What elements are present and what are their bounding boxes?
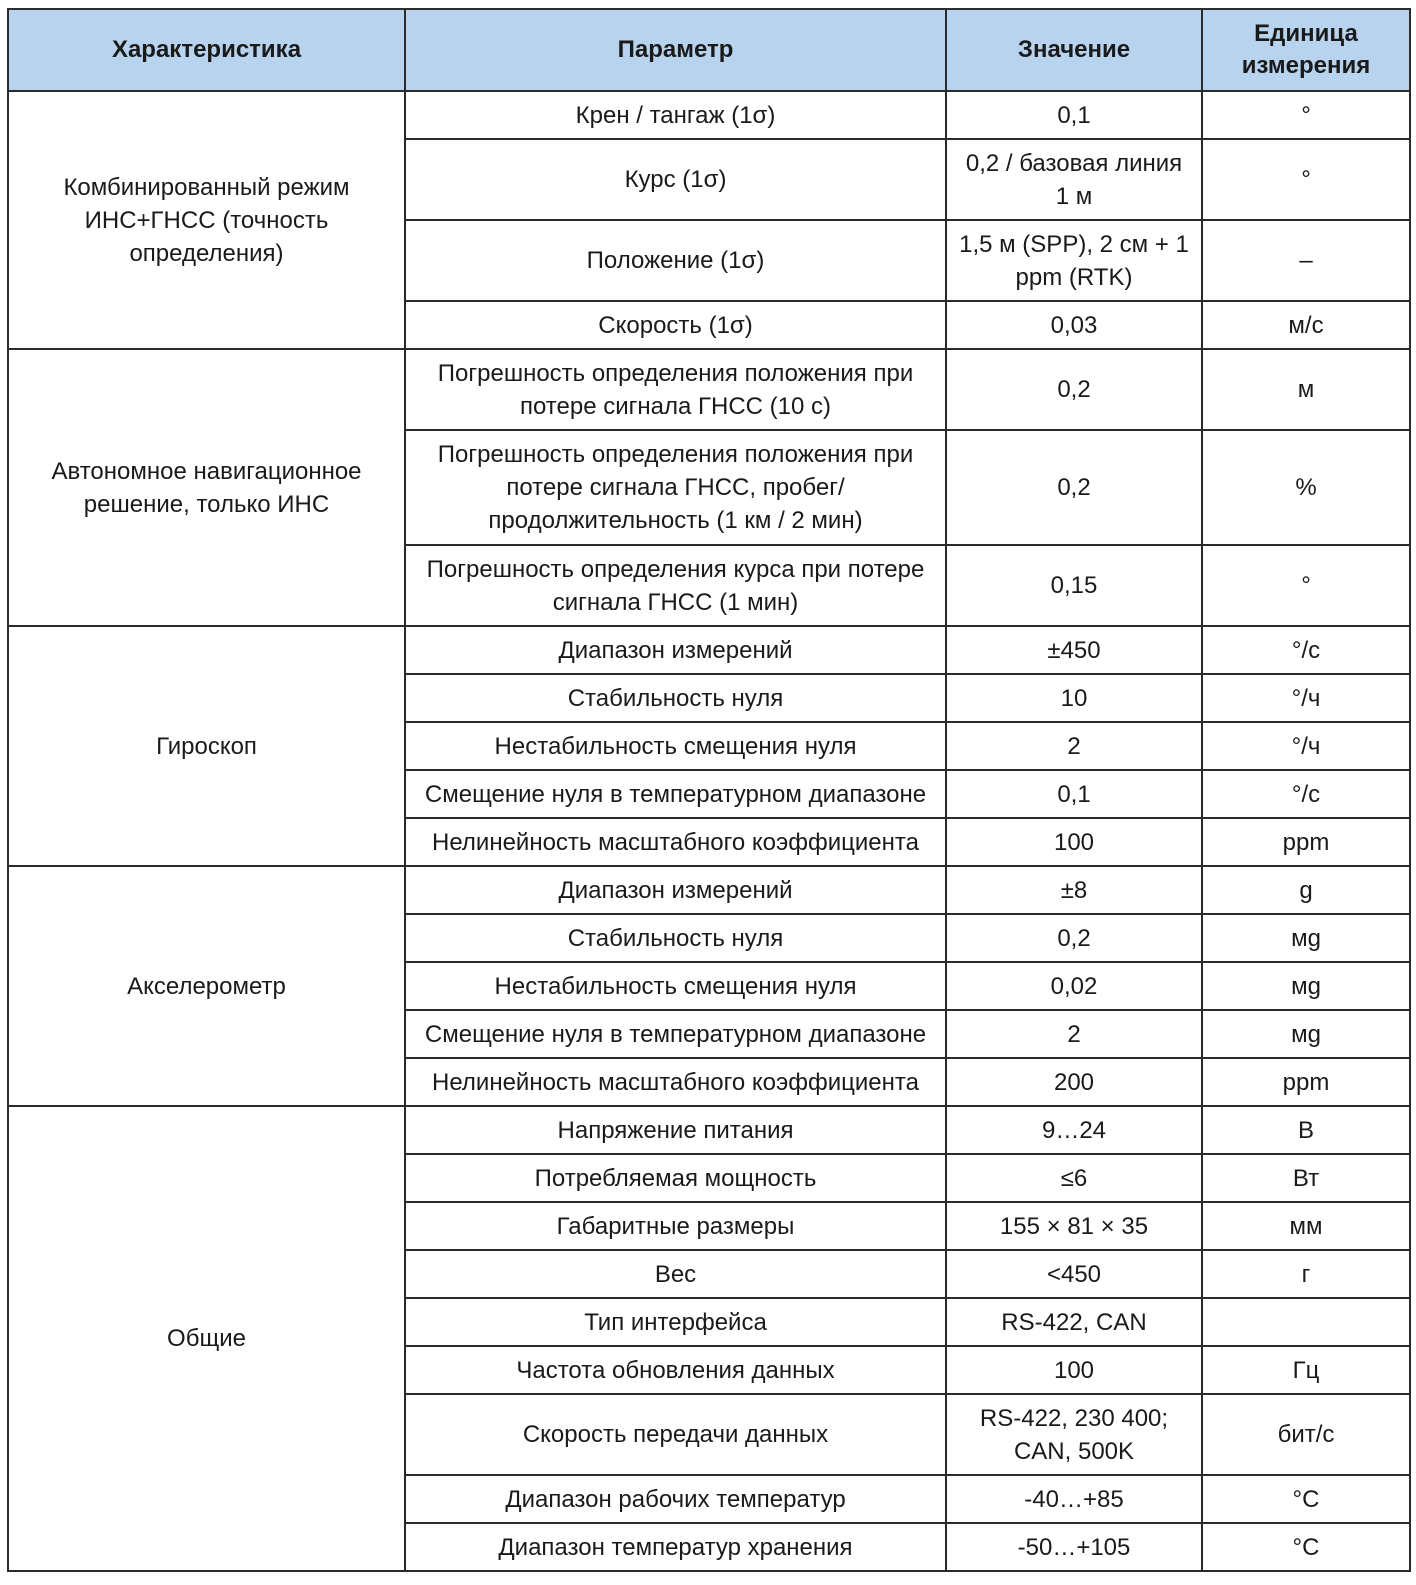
table-row	[8, 866, 1410, 914]
group-name: Общие	[8, 1106, 405, 1571]
unit-cell: м/с	[1202, 301, 1410, 349]
value-cell: 0,2	[946, 349, 1202, 430]
unit-cell: мg	[1202, 1010, 1410, 1058]
unit-cell: g	[1202, 866, 1410, 914]
unit-cell: °/с	[1202, 770, 1410, 818]
unit-cell: °C	[1202, 1523, 1410, 1571]
value-cell: -50…+105	[946, 1523, 1202, 1571]
param-cell: Диапазон температур хранения	[405, 1523, 946, 1571]
table-header	[8, 9, 1410, 91]
table-row	[8, 349, 1410, 430]
value-cell: 9…24	[946, 1106, 1202, 1154]
param-cell: Нелинейность масштабного коэффициента	[405, 1058, 946, 1106]
param-cell: Стабильность нуля	[405, 674, 946, 722]
unit-cell: ppm	[1202, 1058, 1410, 1106]
table-row	[8, 626, 1410, 674]
value-cell: 155 × 81 × 35	[946, 1202, 1202, 1250]
param-cell: Напряжение питания	[405, 1106, 946, 1154]
unit-cell: Вт	[1202, 1154, 1410, 1202]
value-cell: 0,15	[946, 545, 1202, 626]
value-cell: 0,2	[946, 430, 1202, 545]
value-cell: 2	[946, 722, 1202, 770]
unit-cell	[1202, 1298, 1410, 1346]
header-unit: Единица измерения	[1202, 9, 1410, 91]
header-value: Значение	[946, 9, 1202, 91]
unit-cell: °	[1202, 545, 1410, 626]
unit-cell: мg	[1202, 962, 1410, 1010]
param-cell: Скорость передачи данных	[405, 1394, 946, 1475]
value-cell: 0,03	[946, 301, 1202, 349]
value-cell: 100	[946, 1346, 1202, 1394]
value-cell: 1,5 м (SPP), 2 см + 1 ppm (RTK)	[946, 220, 1202, 301]
param-cell: Диапазон измерений	[405, 626, 946, 674]
header-parameter: Параметр	[405, 9, 946, 91]
unit-cell: –	[1202, 220, 1410, 301]
param-cell: Нелинейность масштабного коэффициента	[405, 818, 946, 866]
param-cell: Вес	[405, 1250, 946, 1298]
param-cell: Нестабильность смещения нуля	[405, 722, 946, 770]
param-cell: Курс (1σ)	[405, 139, 946, 220]
table-row	[8, 1106, 1410, 1154]
unit-cell: бит/с	[1202, 1394, 1410, 1475]
param-cell: Потребляемая мощность	[405, 1154, 946, 1202]
value-cell: 0,2 / базовая линия 1 м	[946, 139, 1202, 220]
unit-cell: м	[1202, 349, 1410, 430]
group-name: Автономное навигационное решение, только ИНС	[8, 349, 405, 626]
unit-cell: мg	[1202, 914, 1410, 962]
value-cell: -40…+85	[946, 1475, 1202, 1523]
param-cell: Погрешность определения положения при потере сигнала ГНСС, пробег/ продолжительность (1 км / 2 мин)	[405, 430, 946, 545]
unit-cell: ppm	[1202, 818, 1410, 866]
unit-cell: Гц	[1202, 1346, 1410, 1394]
table-row	[8, 91, 1410, 139]
unit-cell: °C	[1202, 1475, 1410, 1523]
param-cell: Крен / тангаж (1σ)	[405, 91, 946, 139]
value-cell: 0,02	[946, 962, 1202, 1010]
param-cell: Погрешность определения курса при потере сигнала ГНСС (1 мин)	[405, 545, 946, 626]
param-cell: Положение (1σ)	[405, 220, 946, 301]
group-name: Комбинированный режим ИНС+ГНСС (точность определения)	[8, 91, 405, 349]
param-cell: Диапазон рабочих температур	[405, 1475, 946, 1523]
param-cell: Стабильность нуля	[405, 914, 946, 962]
param-cell: Частота обновления данных	[405, 1346, 946, 1394]
unit-cell: °	[1202, 139, 1410, 220]
param-cell: Скорость (1σ)	[405, 301, 946, 349]
value-cell: RS-422, CAN	[946, 1298, 1202, 1346]
value-cell: 0,2	[946, 914, 1202, 962]
param-cell: Смещение нуля в температурном диапазоне	[405, 770, 946, 818]
value-cell: 100	[946, 818, 1202, 866]
group-name: Акселерометр	[8, 866, 405, 1106]
value-cell: 200	[946, 1058, 1202, 1106]
unit-cell: г	[1202, 1250, 1410, 1298]
param-cell: Габаритные размеры	[405, 1202, 946, 1250]
header-characteristic: Характеристика	[8, 9, 405, 91]
param-cell: Смещение нуля в температурном диапазоне	[405, 1010, 946, 1058]
param-cell: Диапазон измерений	[405, 866, 946, 914]
group-name: Гироскоп	[8, 626, 405, 866]
param-cell: Нестабильность смещения нуля	[405, 962, 946, 1010]
value-cell: 10	[946, 674, 1202, 722]
unit-cell: °/ч	[1202, 674, 1410, 722]
value-cell: ±8	[946, 866, 1202, 914]
value-cell: 0,1	[946, 770, 1202, 818]
param-cell: Погрешность определения положения при потере сигнала ГНСС (10 с)	[405, 349, 946, 430]
value-cell: RS-422, 230 400; CAN, 500K	[946, 1394, 1202, 1475]
value-cell: 2	[946, 1010, 1202, 1058]
value-cell: 0,1	[946, 91, 1202, 139]
spec-table	[7, 8, 1411, 1572]
unit-cell: мм	[1202, 1202, 1410, 1250]
unit-cell: °	[1202, 91, 1410, 139]
header-row	[8, 9, 1410, 91]
value-cell: ≤6	[946, 1154, 1202, 1202]
unit-cell: В	[1202, 1106, 1410, 1154]
param-cell: Тип интерфейса	[405, 1298, 946, 1346]
table-body	[8, 91, 1410, 1571]
unit-cell: °/с	[1202, 626, 1410, 674]
unit-cell: °/ч	[1202, 722, 1410, 770]
unit-cell: %	[1202, 430, 1410, 545]
value-cell: ±450	[946, 626, 1202, 674]
value-cell: <450	[946, 1250, 1202, 1298]
